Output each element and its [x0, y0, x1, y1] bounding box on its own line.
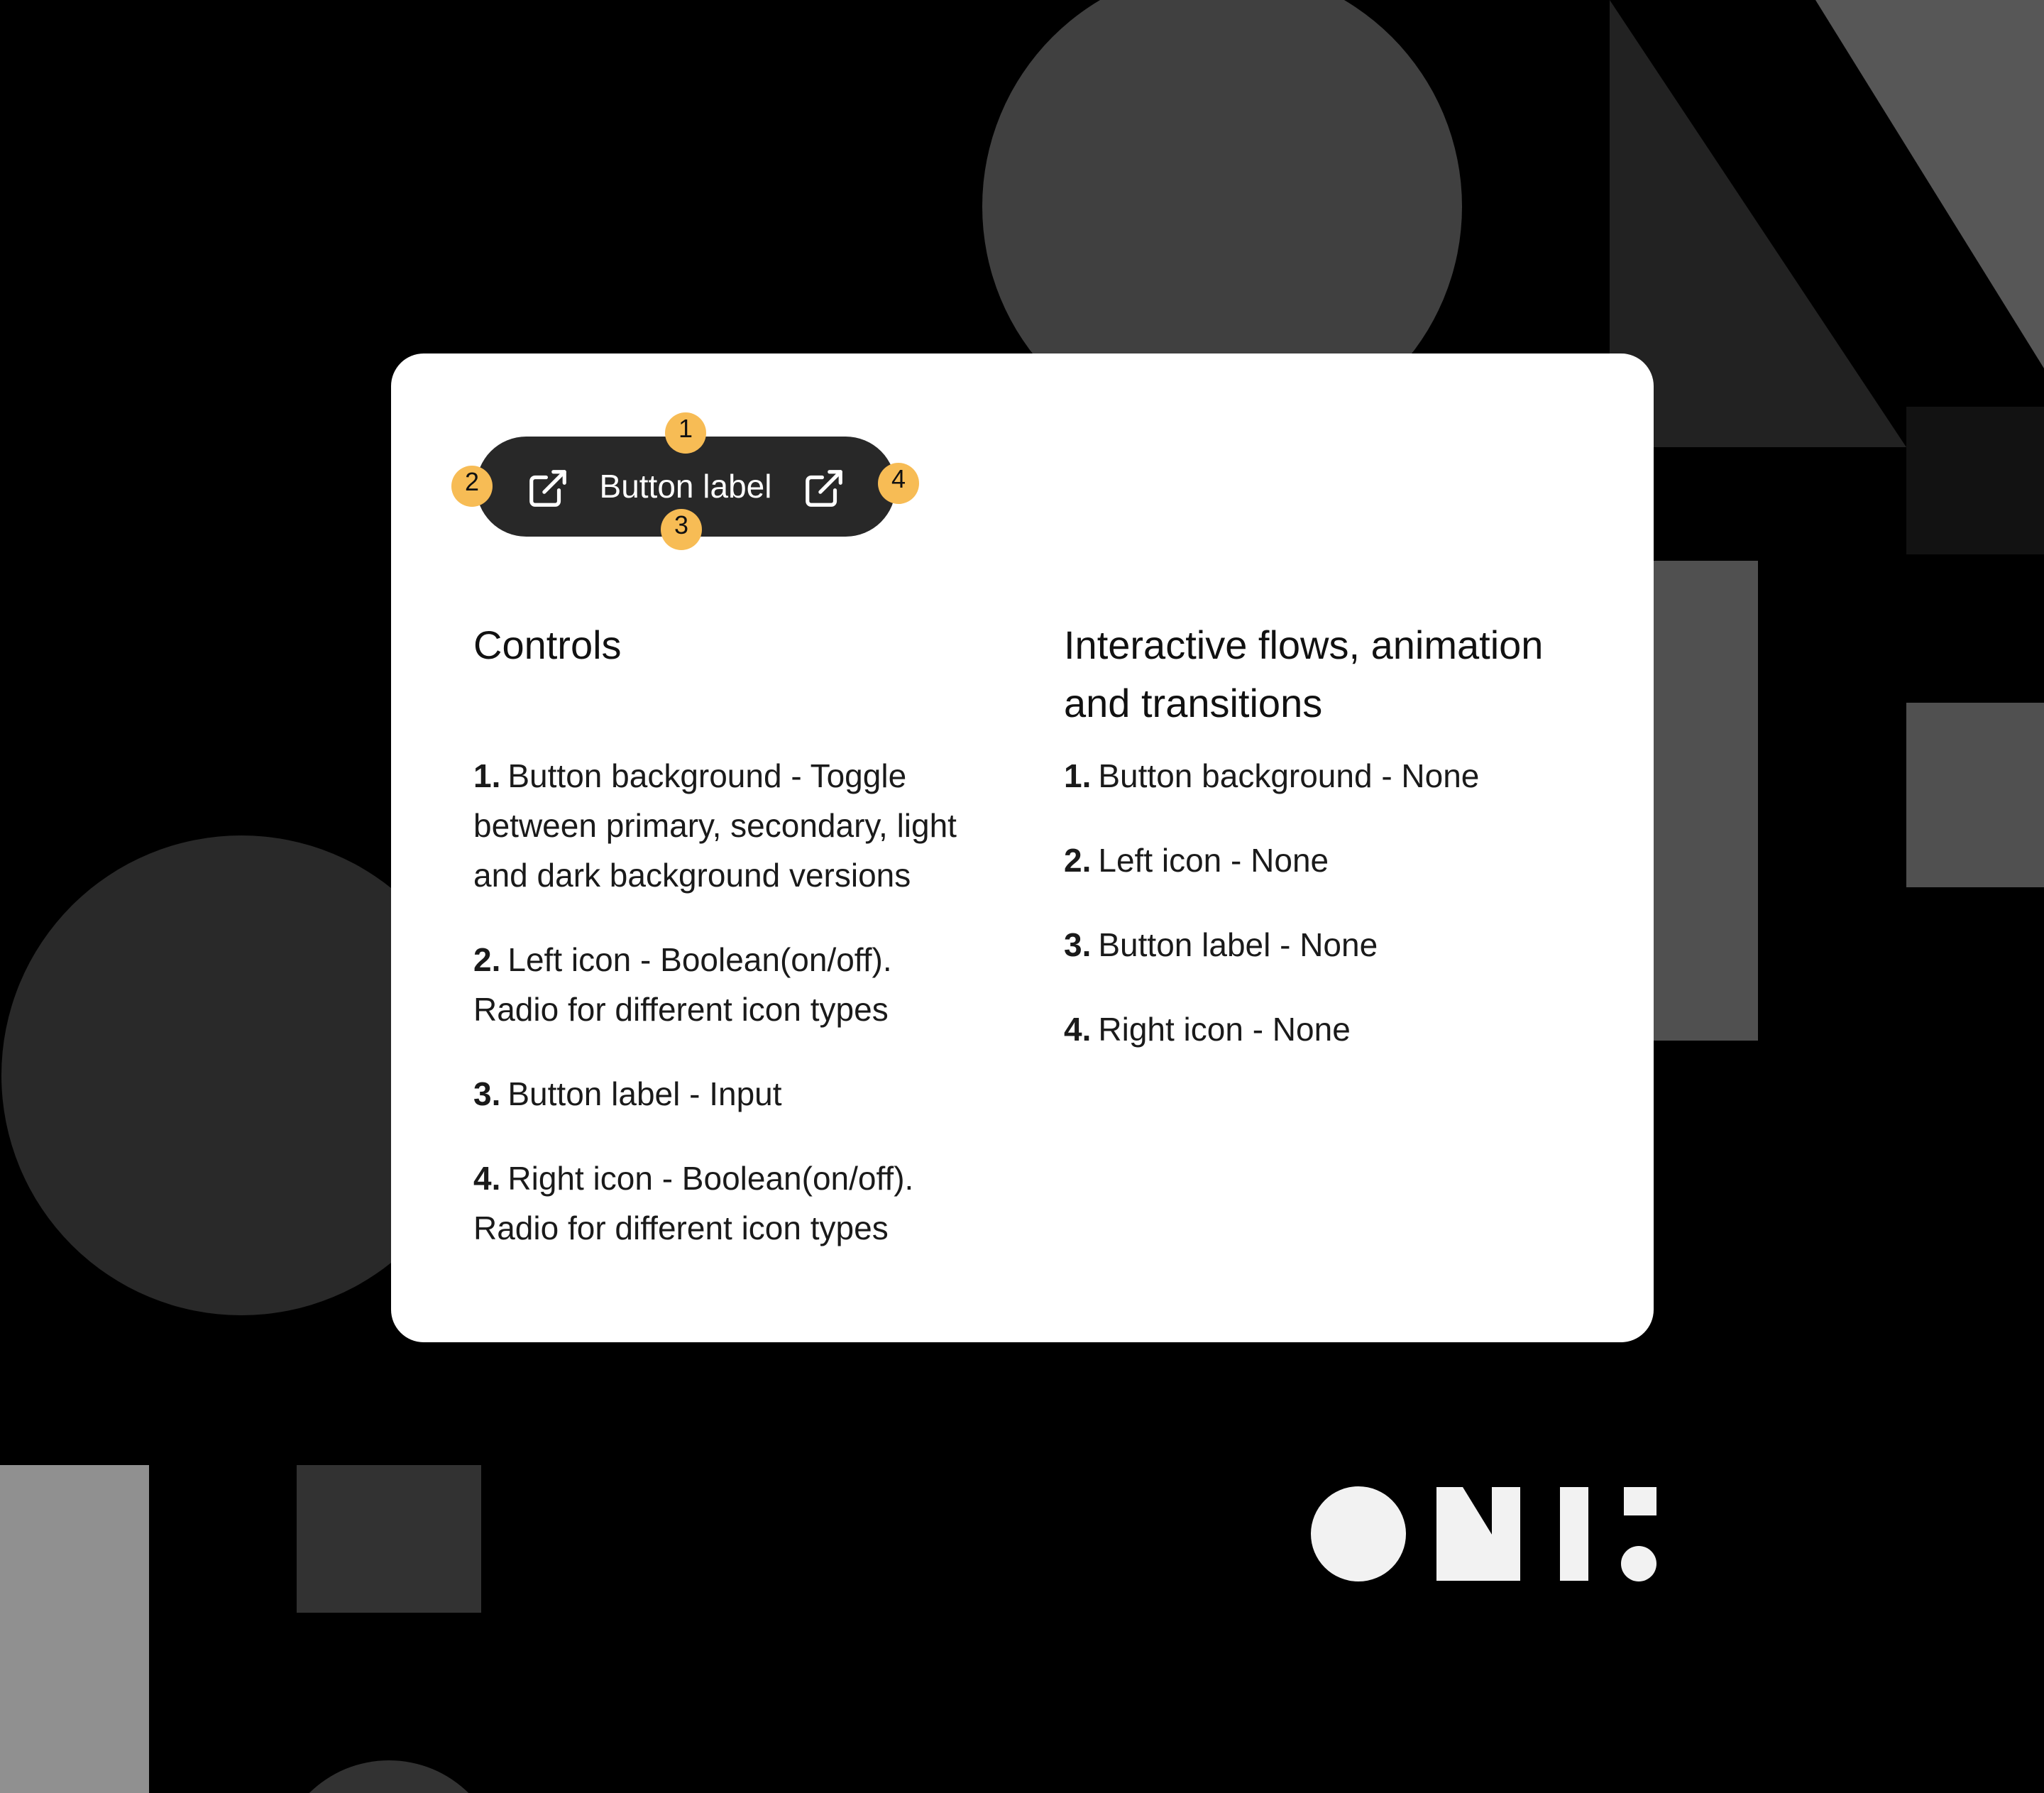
flows-column [1064, 616, 1617, 1089]
bg-rect-bottom-left [0, 1465, 149, 1793]
controls-title: Controls [473, 623, 622, 667]
marker-1: 1 [665, 412, 706, 454]
content-card [391, 353, 1654, 1342]
bg-square-dark [1906, 407, 2044, 554]
external-link-icon [802, 466, 846, 510]
bg-rect-tall [1654, 561, 1758, 1041]
bg-square-bottom [297, 1465, 481, 1613]
flows-list [1064, 751, 1617, 1054]
button-label: Button label [599, 468, 772, 505]
marker-2: 2 [451, 466, 493, 507]
bg-square-right [1906, 703, 2044, 887]
flows-title: Interactive flows, animation and transitions [1064, 623, 1544, 725]
external-link-icon [526, 466, 570, 510]
list-item: 3. Button label - None [1064, 926, 1378, 963]
bg-stripe-light [1815, 0, 2044, 368]
bg-circle-bottom [275, 1760, 502, 1793]
marker-3: 3 [661, 509, 702, 550]
list-item: 2. Left icon - Boolean(on/off). Radio for different icon types [473, 941, 892, 1028]
list-item: 1. Button background - None [1064, 757, 1480, 794]
list-item: 4. Right icon - Boolean(on/off). Radio for different icon types [473, 1160, 914, 1246]
list-item: 2. Left icon - None [1064, 842, 1329, 879]
list-item: 3. Button label - Input [473, 1075, 782, 1112]
onf-logo [1310, 1486, 1656, 1582]
list-item: 1. Button background - Toggle between primary, secondary, light and dark background versions [473, 757, 957, 894]
marker-4: 4 [878, 463, 919, 504]
controls-list [473, 751, 984, 1253]
list-item: 4. Right icon - None [1064, 1011, 1351, 1048]
controls-column [473, 616, 984, 1288]
